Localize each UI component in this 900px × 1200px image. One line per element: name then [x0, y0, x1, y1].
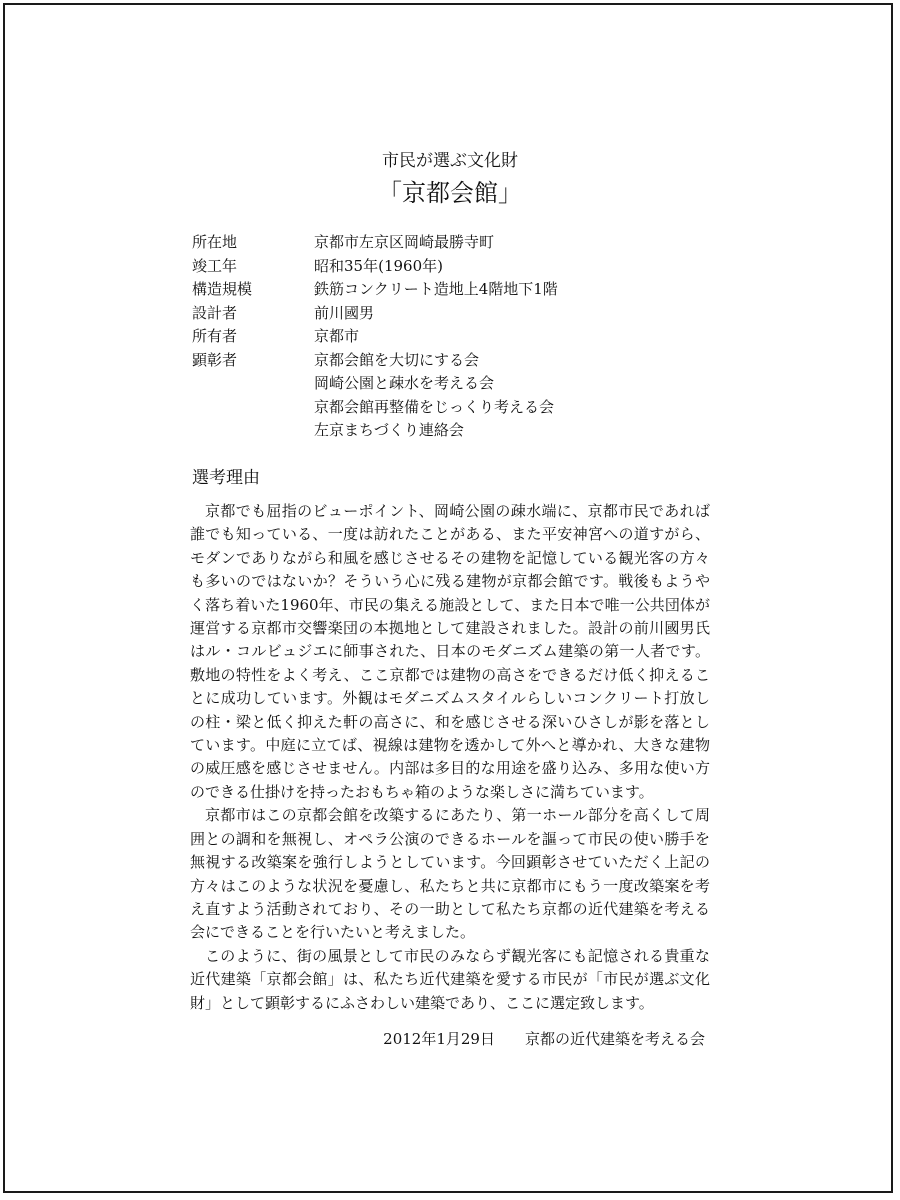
document-subtitle: 市民が選ぶ文化財	[382, 151, 518, 171]
reason-paragraph: このように、街の風景として市民のみならず観光客にも記憶される貴重な近代建築「京都会館」は、私たち近代建築を愛する市民が「市民が選ぶ文化財」として顕彰するにふさわしい建築であり、ここに選定致します。	[190, 946, 710, 1012]
info-value: 鉄筋コンクリート造地上4階地下1階	[314, 280, 558, 299]
reason-paragraph: 京都でも屈指のビューポイント、岡崎公園の疎水端に、京都市民であれば誰でも知っている、一度は訪れたことがある、また平安神宮への道すがら、モダンでありながら和風を感じさせるその建物を記憶している観光客の方々も多いのではないか？そういう心に残る建物が京都会館です。戦後もようやく落ち着いた1960年、市民の集える施設として、また日本で唯一公共団体が運営する京都市交響楽団の本拠地として建設されました。設計の前川國男氏はル・コルビュジエに師事された、日本のモダニズム建築の第一人者です。敷地の特性をよく考え、ここ京都では建物の高さをできるだけ低く抑えることに成功しています。外観はモダニズムスタイルらしいコンクリート打放しの柱・梁と低く抑えた軒の高さに、和を感じさせる深いひさしが影を落としています。中庭に立てば、視線は建物を透かして外へと導かれ、大きな建物の威圧感を感じさせません。内部は多目的な用途を盛り込み、多用な使い方のできる仕掛けを持ったおもちゃ箱のような楽しさに満ちています。	[190, 502, 710, 801]
info-label	[192, 371, 314, 395]
info-row	[192, 371, 558, 395]
info-value: 京都会館を大切にする会	[314, 350, 480, 369]
section-heading-reason: 選考理由	[192, 468, 260, 488]
info-row	[192, 230, 558, 254]
info-value: 岡崎公園と疎水を考える会	[314, 374, 495, 393]
info-value: 京都会館再整備をじっくり考える会	[314, 397, 555, 416]
info-row	[192, 348, 558, 372]
document-title: 「京都会館」	[378, 179, 522, 207]
info-row	[192, 395, 558, 419]
info-label: 所有者	[192, 327, 238, 346]
info-label: 設計者	[192, 303, 238, 322]
signature-organization: 京都の近代建築を考える会	[524, 1030, 705, 1048]
info-value: 昭和35年(1960年)	[314, 256, 443, 275]
info-row	[192, 324, 558, 348]
info-value: 京都市左京区岡崎最勝寺町	[314, 233, 495, 252]
property-info-table	[192, 230, 558, 442]
info-label: 所在地	[192, 233, 238, 252]
info-row	[192, 301, 558, 325]
signature-line	[383, 1028, 705, 1050]
reason-body	[190, 500, 710, 1015]
info-row	[192, 254, 558, 278]
signature-date: 2012年1月29日	[383, 1030, 495, 1048]
info-label: 竣工年	[192, 256, 238, 275]
info-label: 顕彰者	[192, 350, 238, 369]
info-value: 前川國男	[314, 303, 375, 322]
info-row	[192, 277, 558, 301]
info-row	[192, 418, 558, 442]
reason-paragraph: 京都市はこの京都会館を改築するにあたり、第一ホール部分を高くして周囲との調和を無視し、オペラ公演のできるホールを謳って市民の使い勝手を無視する改築案を強行しようとしています。今回顕彰させていただく上記の方々はこのような状況を憂慮し、私たちと共に京都市にもう一度改築案を考え直すよう活動されており、その一助として私たち京都の近代建築を考える会にできることを行いたいと考えました。	[190, 806, 710, 942]
info-label: 構造規模	[192, 280, 253, 299]
info-value: 京都市	[314, 327, 360, 346]
info-value: 左京まちづくり連絡会	[314, 421, 464, 440]
info-label	[192, 418, 314, 442]
info-label	[192, 395, 314, 419]
